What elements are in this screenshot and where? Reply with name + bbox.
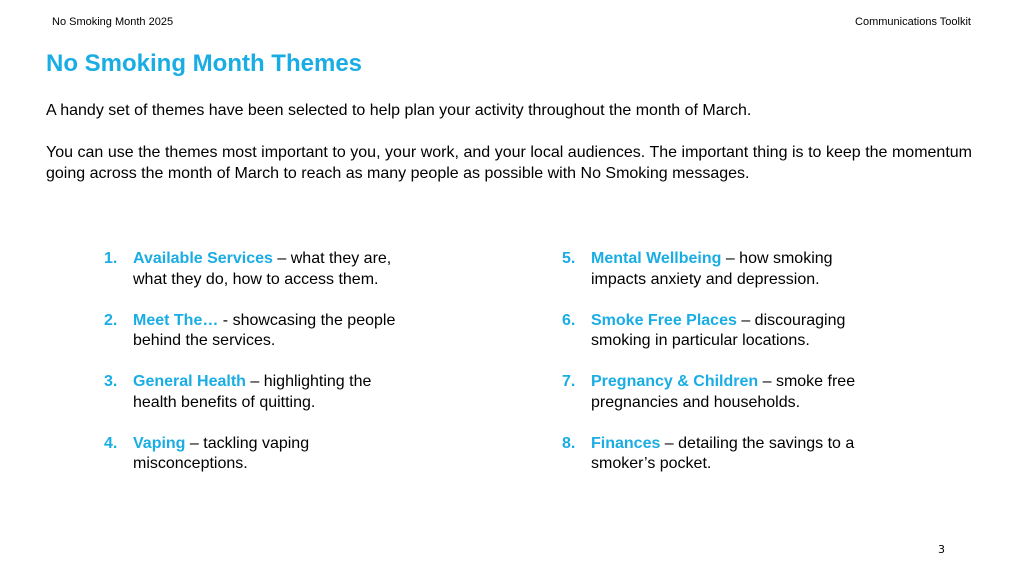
- theme-name: General Health: [133, 373, 246, 390]
- theme-item: [562, 434, 862, 475]
- page-title: No Smoking Month Themes: [46, 50, 363, 77]
- theme-description: – smoke free pregnancies and households.: [591, 373, 856, 411]
- page-number: 3: [938, 543, 945, 556]
- theme-description: – detailing the savings to a smoker’s pocket.: [591, 434, 855, 472]
- theme-item: [104, 249, 399, 290]
- theme-name: Pregnancy & Children: [591, 373, 759, 390]
- usage-paragraph: You can use the themes most important to you, your work, and your local audiences. The important thing is to keep the momentum going across the month of March to reach as many people as possible with No Smoking messages.: [46, 144, 972, 182]
- theme-description: – highlighting the health benefits of quitting.: [133, 373, 372, 411]
- theme-description: – tackling vaping misconceptions.: [133, 434, 310, 472]
- theme-item: [104, 372, 399, 413]
- theme-number: 1.: [104, 250, 118, 267]
- theme-name: Vaping: [133, 434, 186, 452]
- theme-description: - showcasing the people behind the services.: [133, 311, 396, 349]
- theme-name: Finances: [591, 434, 661, 452]
- themes-list-left: [104, 249, 399, 495]
- theme-description: – how smoking impacts anxiety and depression.: [591, 250, 833, 288]
- theme-item: [562, 311, 862, 352]
- theme-name: Available Services: [133, 250, 273, 267]
- theme-number: 2.: [104, 311, 118, 329]
- theme-description: – what they are, what they do, how to access them.: [133, 250, 392, 288]
- themes-list-right: [562, 249, 862, 495]
- theme-name: Mental Wellbeing: [591, 250, 722, 267]
- header-document-name: Communications Toolkit: [855, 16, 971, 28]
- theme-name: Meet The…: [133, 311, 219, 329]
- theme-number: 7.: [562, 373, 576, 390]
- theme-item: [104, 434, 399, 475]
- intro-paragraph: A handy set of themes have been selected to help plan your activity throughout the month of March.: [46, 102, 752, 119]
- theme-number: 4.: [104, 434, 118, 452]
- theme-name: Smoke Free Places: [591, 311, 737, 329]
- theme-number: 3.: [104, 373, 118, 390]
- theme-description: – discouraging smoking in particular locations.: [591, 311, 846, 349]
- header-event-name: No Smoking Month 2025: [52, 16, 174, 28]
- theme-number: 6.: [562, 311, 576, 329]
- theme-number: 5.: [562, 250, 576, 267]
- theme-item: [104, 311, 399, 352]
- theme-item: [562, 372, 862, 413]
- theme-number: 8.: [562, 434, 576, 452]
- theme-item: [562, 249, 862, 290]
